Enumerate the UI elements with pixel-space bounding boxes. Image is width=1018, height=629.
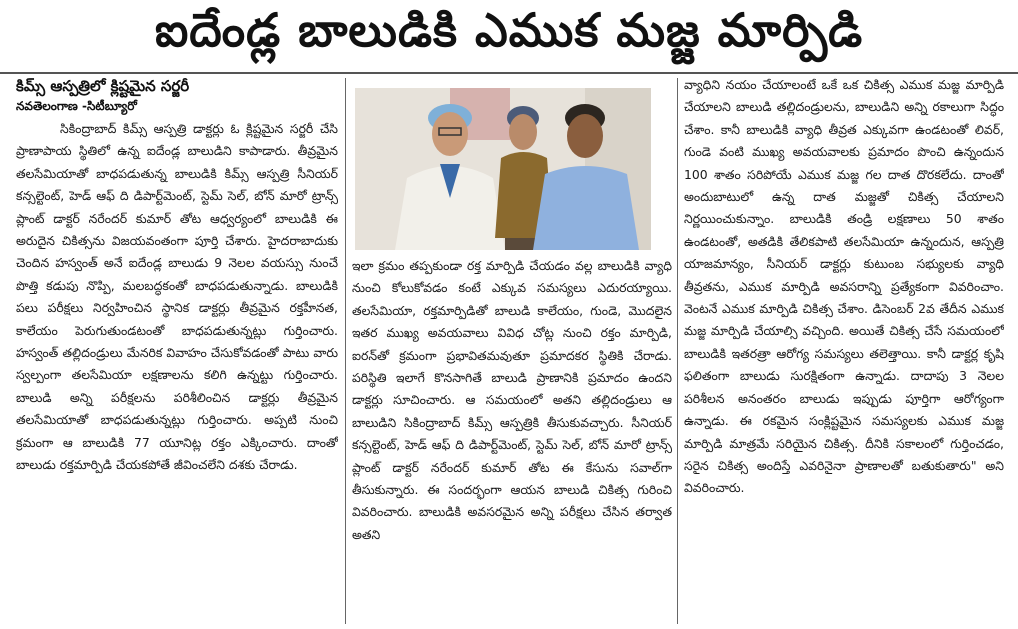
headline: ఐదేండ్ల బాలుడికి ఎముక మజ్జ మార్పిడి xyxy=(0,0,1018,74)
article-photo xyxy=(355,88,651,250)
photo-illustration xyxy=(355,88,651,250)
column-2-text: ఇలా క్రమం తప్పకుండా రక్త మార్పిడి చేయడం వల్ల బాలుడికి వ్యాధి నుంచి కోలుకోవడం కంటే ఎక్కువ సమస్యలు ఎదురయ్యాయి. తలసేమియా, రక్తమార్పిడితో బాలుడి కాలేయం, గుండె, మొదలైన ఇతర ముఖ్య అవయవాలు వివిధ చోట్ల నుంచి రక్తం మార్పిడి, ఐరన్‌తో క్రమంగా ప్రభావితమవుతూ ప్రమాదకర స్థితికి చేరాడు. పరిస్థితి ఇలాగే కొనసాగితే బాలుడి ప్రాణానికి ప్రమాదం ఉందని డాక్టర్లు సూచించారు. ఆ సమయంలో అతని తల్లిదండ్రులు ఆ బాలుడిని సికింద్రాబాద్ కిమ్స్ ఆస్పత్రికి తీసుకువచ్చారు. సీనియర్ కన్సల్టెంట్, హెడ్ ఆఫ్ ది డిపార్ట్‌మెంట్, స్టెమ్ సెల్, బోన్ మారో ట్రాన్స్ ప్లాంట్ డాక్టర్ నరేందర్ కుమార్ తోట ఈ కేసును సవాల్‌గా తీసుకున్నారు. ఈ సందర్భంగా ఆయన బాలుడి చికిత్స గురించి వివరించారు. బాలుడికి అవసరమైన అన్ని పరీక్షలు చేసిన తర్వాత అతని xyxy=(352,258,672,542)
column-divider-left xyxy=(345,78,346,624)
column-1-text: సికింద్రాబాద్ కిమ్స్ ఆస్పత్రి డాక్టర్లు ఓ క్లిష్టమైన సర్జరీ చేసి ప్రాణాపాయ స్థితిలో ఉన్న ఐదేండ్ల బాలుడిని కాపాడారు. తీవ్రమైన తలసేమియాతో బాధపడుతున్న బాలుడికి కిమ్స్ ఆస్పత్రి సీనియర్ కన్సల్టెంట్, హెడ్ ఆఫ్ ది డిపార్ట్‌మెంట్, స్టెమ్ సెల్, బోన్ మారో ట్రాన్స్ ప్లాంట్ డాక్టర్ నరేందర్ కుమార్ తోట ఆధ్వర్యంలో బాలుడికి ఈ అరుదైన చికిత్సను విజయవంతంగా పూర్తి చేశారు. హైదరాబాదుకు చెందిన హస్వంత్ అనే ఐదేండ్ల బాలుడు 9 నెలల వయస్సు నుంచే పొత్తి కడుపు నొప్పి, మలబద్ధకంతో బాధపడుతున్నాడు. బాలుడికి పలు పరీక్షలు నిర్వహించిన స్థానిక డాక్టర్లు తీవ్రమైన రక్తహీనత, కాలేయం పెరుగుతుండటంతో బాధపడుతున్నట్లు గుర్తించారు. హస్వంత్ తల్లిదండ్రులు మేనరిక వివాహం చేసుకోవడంతో పాటు వారు స్వల్పంగా తలసేమియా లక్షణాలను కలిగి ఉన్నట్టు గుర్తించారు. బాలుడి అన్ని పరీక్షలను పరిశీలించిన డాక్టర్లు తీవ్రమైన తలసేమియాతో బాధపడుతున్నట్లు గుర్తించారు. అప్పటి నుంచి క్రమంగా ఆ బాలుడికి 77 యూనిట్ల రక్తం ఎక్కించారు. దాంతో బాలుడు రక్తమార్పిడి చేయకపోతే జీవించలేని దశకు చేరాడు. xyxy=(16,121,338,473)
byline: నవతెలంగాణ -సిటీబ్యూరో xyxy=(16,99,137,113)
article-column-1 xyxy=(16,118,338,624)
column-divider-right xyxy=(677,78,678,624)
article-subheading: కిమ్స్ ఆస్పత్రిలో క్లిష్టమైన సర్జరీ xyxy=(16,77,190,95)
article-column-2 xyxy=(352,255,672,625)
column-3-text: వ్యాధిని నయం చేయాలంటే ఒకే ఒక చికిత్స ఎముక మజ్జ మార్పిడి చేయాలని బాలుడి తల్లిదండ్రులను, బాలుడిని అన్ని రకాలుగా సిద్ధం చేశాం. కానీ బాలుడికి వ్యాధి తీవ్రత ఎక్కువగా ఉండటంతో లివర్, గుండె వంటి ముఖ్య అవయవాలకు ప్రమాదం పొంచి ఉన్నందున 100 శాతం సరిపోయే ఎముక మజ్జ గల దాత దొరకలేదు. దాంతో అందుబాటులో ఉన్న దాత మజ్జతో చికిత్స చేయాలని నిర్ణయించుకున్నాం. బాలుడికి తండ్రి లక్షణాలు 50 శాతం ఉండటంతో, అతడికి తేలికపాటి తలసేమియా ఉన్నందున, ఆస్పత్రి యాజమాన్యం, సీనియర్ డాక్టర్లు కుటుంబ సభ్యులకు వ్యాధి తీవ్రతను, ఎముక మార్పిడి అవసరాన్ని ప్రత్యేకంగా వివరించాం. వెంటనే ఎముక మార్పిడి చికిత్స చేశాం. డిసెంబర్ 2వ తేదీన ఎముక మజ్జ మార్పిడి చేయాల్సి వచ్చింది. అయితే చికిత్స చేసే సమయంలో బాలుడికి ఇతరత్రా ఆరోగ్య సమస్యలు తలెత్తాయి. కానీ డాక్టర్ల కృషి ఫలితంగా బాలుడు సురక్షితంగా ఉన్నాడు. దాదాపు 3 నెలల పరిశీలన అనంతరం బాలుడు ఇప్పుడు పూర్తిగా ఆరోగ్యంగా ఉన్నాడు. ఈ రకమైన సంక్లిష్టమైన సమస్యలకు ఎముక మజ్జ మార్పిడి మాత్రమే సరియైన చికిత్స. దీనికి సకాలంలో గుర్తించడం, సరైన చికిత్స అందిస్తే ఎవరినైనా ప్రాణాలతో బతుకుతారు" అని వివరించారు. xyxy=(684,77,1004,496)
article-column-3 xyxy=(684,74,1004,626)
